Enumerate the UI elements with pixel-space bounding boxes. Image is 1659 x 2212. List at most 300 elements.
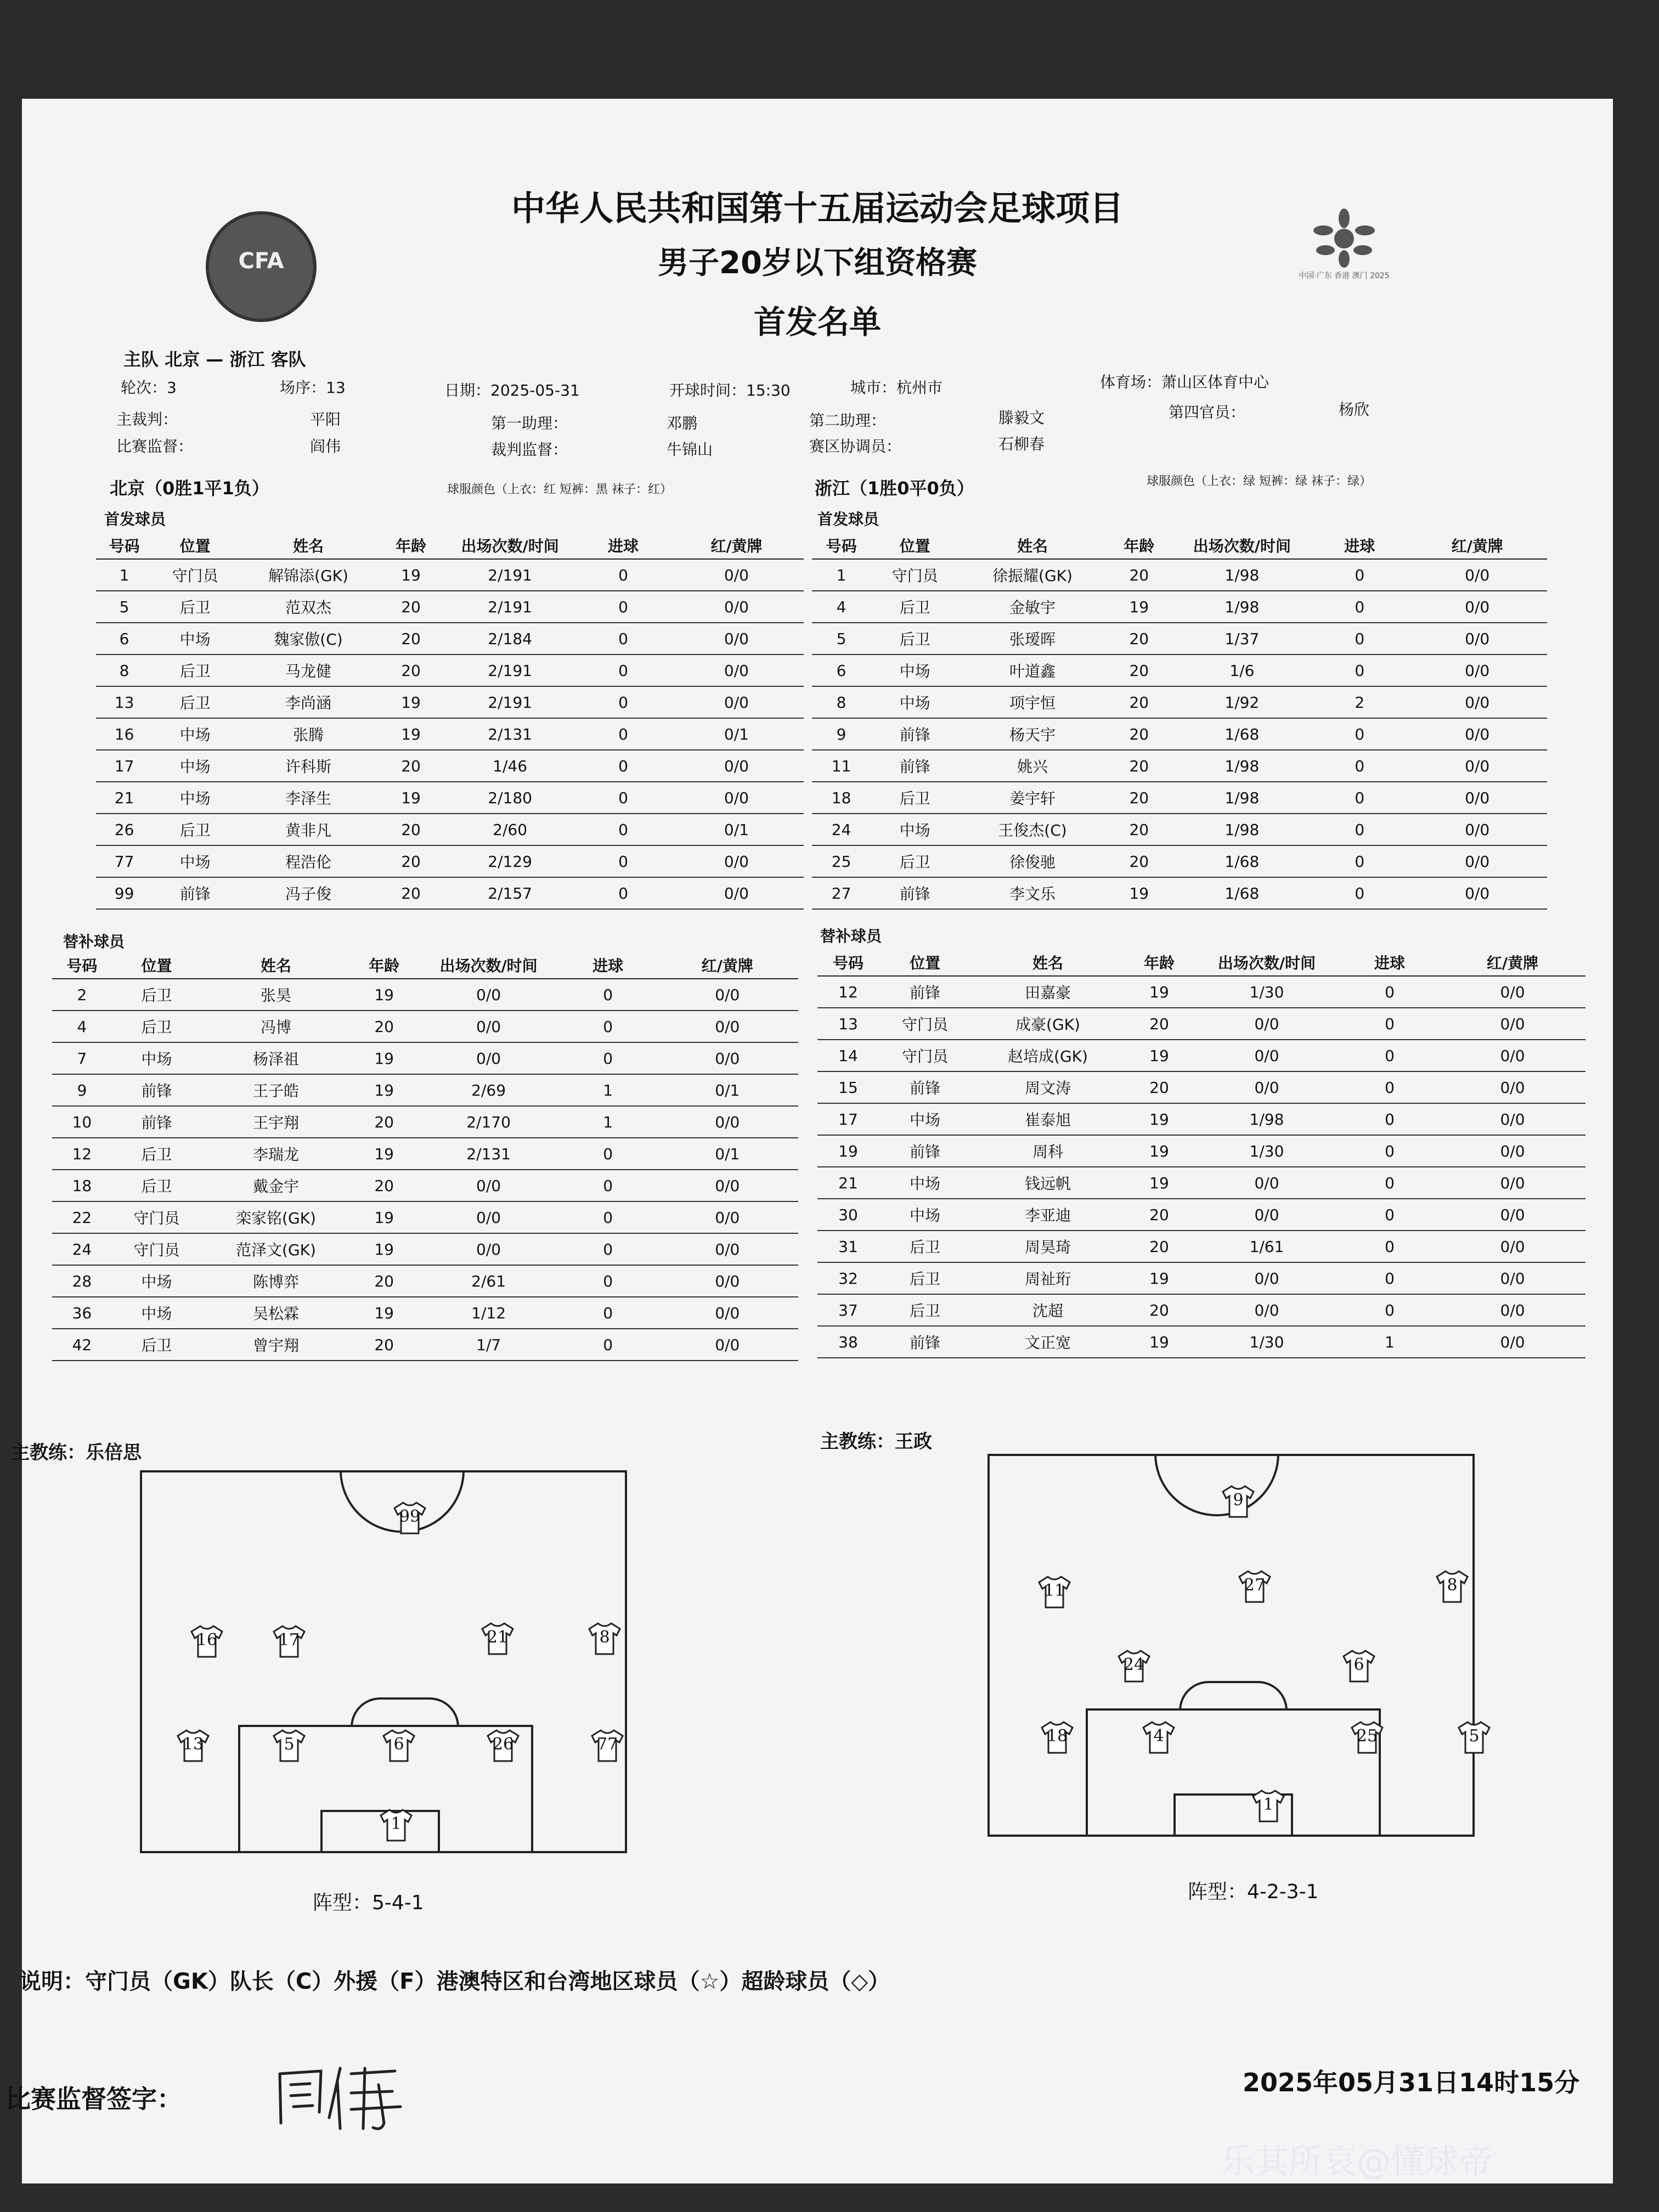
away-subs-label: 替补球员: [820, 927, 882, 945]
table-cell: 李文乐: [959, 877, 1106, 909]
table-cell: 1/6: [1172, 654, 1312, 686]
table-cell: 0: [1340, 1040, 1440, 1071]
table-cell: 17: [817, 1103, 879, 1135]
player-shirt-icon: [1435, 1569, 1470, 1604]
column-header: 姓名: [959, 532, 1106, 559]
referee-assessor: 牛锦山: [667, 441, 713, 459]
table-cell: 15: [817, 1071, 879, 1103]
home-subs-table: [52, 952, 798, 1361]
penalty-arc: [1179, 1681, 1288, 1711]
shirt-number: 1: [391, 1814, 402, 1833]
table-cell: 2/191: [443, 686, 577, 718]
table-header-row: [817, 949, 1585, 976]
table-cell: 1/98: [1172, 814, 1312, 845]
table-cell: 0/1: [657, 1074, 798, 1106]
table-cell: 0/0: [669, 559, 804, 591]
table-cell: 18: [52, 1170, 112, 1201]
table-cell: 杨天宇: [959, 718, 1106, 750]
table-cell: 0/0: [657, 1329, 798, 1361]
table-cell: 戴金宇: [201, 1170, 351, 1201]
column-header: 年龄: [379, 532, 443, 559]
fourth-official-label: 第四官员：: [1169, 403, 1246, 421]
table-cell: 20: [379, 845, 443, 877]
player-shirt-icon: [1350, 1720, 1385, 1755]
table-cell: 20: [379, 750, 443, 782]
table-cell: 后卫: [871, 845, 959, 877]
player-shirt-icon: [272, 1728, 307, 1763]
table-cell: 0: [1312, 591, 1407, 623]
table-cell: 19: [351, 1233, 417, 1265]
shirt-number: 27: [1244, 1576, 1266, 1595]
table-cell: 0/0: [417, 1011, 559, 1042]
table-cell: 6: [96, 623, 153, 654]
table-cell: 许科斯: [238, 750, 379, 782]
table-row: [96, 591, 804, 623]
table-cell: 0/0: [657, 1297, 798, 1329]
table-cell: 钱远帆: [971, 1167, 1125, 1199]
shirt-number: 26: [492, 1735, 514, 1754]
table-cell: 19: [379, 559, 443, 591]
table-row: [817, 1199, 1585, 1231]
column-header: 号码: [817, 949, 879, 976]
table-cell: 1/98: [1172, 591, 1312, 623]
player-shirt-icon: [590, 1728, 625, 1763]
table-cell: 22: [52, 1201, 112, 1233]
table-cell: 11: [812, 750, 871, 782]
table-cell: 0/0: [417, 979, 559, 1011]
table-cell: 20: [1106, 845, 1172, 877]
table-cell: 0: [1340, 1103, 1440, 1135]
table-cell: 2/131: [417, 1138, 559, 1170]
games-emblem-caption: 中国·广东 香港 澳门 2025: [1299, 272, 1390, 280]
table-cell: 20: [1106, 814, 1172, 845]
table-row: [817, 1231, 1585, 1262]
table-cell: 0/0: [1407, 718, 1547, 750]
table-header-row: [812, 532, 1547, 559]
table-cell: 20: [1125, 1008, 1194, 1040]
table-cell: 0: [560, 1201, 657, 1233]
table-row: [96, 559, 804, 591]
table-cell: 项宇恒: [959, 686, 1106, 718]
table-cell: 0/0: [657, 979, 798, 1011]
table-cell: 99: [96, 877, 153, 909]
table-cell: 32: [817, 1262, 879, 1294]
table-cell: 1/92: [1172, 686, 1312, 718]
table-cell: 前锋: [871, 877, 959, 909]
shirt-number: 99: [399, 1507, 421, 1526]
table-cell: 19: [351, 979, 417, 1011]
table-cell: 37: [817, 1294, 879, 1326]
table-cell: 0/0: [1407, 686, 1547, 718]
table-row: [812, 718, 1547, 750]
table-cell: 2/191: [443, 559, 577, 591]
table-cell: 6: [812, 654, 871, 686]
table-cell: 1/37: [1172, 623, 1312, 654]
table-cell: 0/0: [1407, 782, 1547, 814]
table-cell: 24: [52, 1233, 112, 1265]
column-header: 位置: [153, 532, 238, 559]
table-cell: 0/0: [1440, 1008, 1585, 1040]
ar1-label: 第一助理：: [491, 414, 568, 432]
table-cell: 李瑞龙: [201, 1138, 351, 1170]
table-row: [96, 782, 804, 814]
table-cell: 0/0: [657, 1201, 798, 1233]
table-cell: 后卫: [871, 591, 959, 623]
table-row: [812, 814, 1547, 845]
table-row: [52, 1297, 798, 1329]
table-cell: 崔泰旭: [971, 1103, 1125, 1135]
table-cell: 0: [577, 877, 669, 909]
column-header: 红/黄牌: [657, 952, 798, 979]
column-header: 位置: [879, 949, 971, 976]
table-cell: 2/157: [443, 877, 577, 909]
table-cell: 17: [96, 750, 153, 782]
table-cell: 后卫: [112, 1011, 201, 1042]
table-row: [96, 845, 804, 877]
table-row: [52, 1201, 798, 1233]
table-cell: 中场: [871, 814, 959, 845]
lineup-sheet: [5, 99, 1613, 2183]
table-cell: 30: [817, 1199, 879, 1231]
table-cell: 马龙健: [238, 654, 379, 686]
table-cell: 19: [1125, 1326, 1194, 1358]
table-cell: 解锦添(GK): [238, 559, 379, 591]
table-cell: 1/68: [1172, 877, 1312, 909]
ar1: 邓鹏: [667, 414, 698, 432]
table-row: [52, 1233, 798, 1265]
table-cell: 叶道鑫: [959, 654, 1106, 686]
player-shirt-icon: [1221, 1484, 1256, 1519]
table-cell: 1/46: [443, 750, 577, 782]
table-cell: 中场: [153, 623, 238, 654]
ar2-label: 第二助理：: [809, 411, 887, 430]
signed-datetime: 2025年05月31日14时15分: [1243, 2068, 1580, 2097]
table-cell: 2: [52, 979, 112, 1011]
table-cell: 2/180: [443, 782, 577, 814]
table-cell: 后卫: [112, 1329, 201, 1361]
away-kit: 球服颜色（上衣：绿 短裤：绿 袜子：绿）: [1147, 475, 1372, 488]
center-circle: [1154, 1454, 1279, 1516]
table-cell: 0: [1340, 1135, 1440, 1167]
table-cell: 27: [812, 877, 871, 909]
watermark: 乐其所哀@懂球帝: [1221, 2141, 1493, 2181]
table-cell: 2/131: [443, 718, 577, 750]
table-row: [52, 1138, 798, 1170]
table-cell: 19: [1106, 877, 1172, 909]
table-cell: 守门员: [112, 1233, 201, 1265]
table-cell: 0/0: [657, 1265, 798, 1297]
coordinator: 石柳春: [998, 435, 1045, 453]
table-cell: 19: [817, 1135, 879, 1167]
table-cell: 19: [351, 1138, 417, 1170]
home-starters-label: 首发球员: [104, 510, 166, 528]
table-cell: 1/98: [1172, 750, 1312, 782]
away-subs-table: [817, 949, 1585, 1358]
table-row: [52, 1011, 798, 1042]
table-cell: 0: [560, 1329, 657, 1361]
away-coach: 主教练：王政: [820, 1431, 932, 1453]
table-cell: 李尚涵: [238, 686, 379, 718]
player-shirt-icon: [1040, 1720, 1075, 1755]
table-cell: 18: [812, 782, 871, 814]
table-cell: 19: [351, 1074, 417, 1106]
table-cell: 0: [1312, 877, 1407, 909]
table-row: [96, 750, 804, 782]
table-cell: 0: [1340, 1008, 1440, 1040]
table-row: [96, 686, 804, 718]
table-cell: 程浩伦: [238, 845, 379, 877]
table-cell: 中场: [112, 1042, 201, 1074]
table-cell: 4: [52, 1011, 112, 1042]
table-cell: 1: [96, 559, 153, 591]
table-cell: 1/61: [1194, 1231, 1340, 1262]
table-cell: 0: [1340, 1262, 1440, 1294]
table-row: [817, 1008, 1585, 1040]
table-cell: 10: [52, 1106, 112, 1138]
table-cell: 20: [379, 591, 443, 623]
matchup: 主队 北京 — 浙江 客队: [123, 349, 306, 370]
table-cell: 李亚迪: [971, 1199, 1125, 1231]
cfa-logo-text: CFA: [238, 249, 284, 274]
table-cell: 吴松霖: [201, 1297, 351, 1329]
table-cell: 范泽文(GK): [201, 1233, 351, 1265]
table-cell: 0/0: [1407, 814, 1547, 845]
column-header: 出场次数/时间: [1172, 532, 1312, 559]
table-cell: 14: [817, 1040, 879, 1071]
table-cell: 0/0: [1440, 1040, 1585, 1071]
shirt-number: 6: [1353, 1655, 1364, 1674]
table-row: [812, 845, 1547, 877]
kickoff-time: 开球时间：15:30: [669, 381, 791, 399]
column-header: 进球: [1340, 949, 1440, 976]
signature-label: 比赛监督签字：: [5, 2084, 182, 2114]
table-cell: 19: [1125, 1103, 1194, 1135]
column-header: 年龄: [1106, 532, 1172, 559]
table-cell: 13: [817, 1008, 879, 1040]
table-cell: 7: [52, 1042, 112, 1074]
table-row: [812, 654, 1547, 686]
table-cell: 后卫: [153, 591, 238, 623]
table-cell: 19: [379, 782, 443, 814]
column-header: 姓名: [201, 952, 351, 979]
table-cell: 0: [560, 1042, 657, 1074]
table-cell: 25: [812, 845, 871, 877]
table-cell: 1/98: [1172, 782, 1312, 814]
player-shirt-icon: [381, 1728, 416, 1763]
column-header: 红/黄牌: [1440, 949, 1585, 976]
table-cell: 0/1: [669, 814, 804, 845]
table-cell: 0/0: [669, 654, 804, 686]
table-row: [817, 976, 1585, 1008]
table-cell: 21: [96, 782, 153, 814]
table-cell: 0: [1340, 976, 1440, 1008]
shirt-number: 5: [284, 1735, 295, 1754]
table-cell: 20: [1125, 1231, 1194, 1262]
table-cell: 张瑷晖: [959, 623, 1106, 654]
player-shirt-icon: [486, 1728, 521, 1763]
table-row: [96, 623, 804, 654]
table-row: [817, 1040, 1585, 1071]
table-cell: 中场: [112, 1265, 201, 1297]
column-header: 进球: [1312, 532, 1407, 559]
table-cell: 王宇翔: [201, 1106, 351, 1138]
home-starters-table: [96, 532, 804, 910]
table-cell: 0: [1312, 718, 1407, 750]
table-cell: 0/0: [1440, 1294, 1585, 1326]
table-cell: 36: [52, 1297, 112, 1329]
table-cell: 中场: [879, 1103, 971, 1135]
table-row: [52, 1042, 798, 1074]
table-row: [817, 1326, 1585, 1358]
column-header: 年龄: [351, 952, 417, 979]
table-cell: 20: [1106, 686, 1172, 718]
table-cell: 后卫: [112, 1138, 201, 1170]
table-cell: 后卫: [153, 686, 238, 718]
table-cell: 20: [379, 877, 443, 909]
table-cell: 0: [577, 686, 669, 718]
table-cell: 周昊琦: [971, 1231, 1125, 1262]
table-cell: 19: [1125, 1167, 1194, 1199]
table-row: [817, 1071, 1585, 1103]
table-cell: 0/0: [417, 1201, 559, 1233]
table-cell: 赵培成(GK): [971, 1040, 1125, 1071]
table-cell: 周科: [971, 1135, 1125, 1167]
table-cell: 后卫: [112, 1170, 201, 1201]
table-cell: 0: [1312, 845, 1407, 877]
table-cell: 周祉珩: [971, 1262, 1125, 1294]
table-cell: 前锋: [153, 877, 238, 909]
table-cell: 后卫: [153, 654, 238, 686]
table-cell: 0/0: [657, 1011, 798, 1042]
table-cell: 0: [560, 979, 657, 1011]
column-header: 出场次数/时间: [1194, 949, 1340, 976]
column-header: 红/黄牌: [669, 532, 804, 559]
shirt-number: 16: [196, 1630, 218, 1650]
home-team: 北京（0胜1平1负）: [110, 478, 269, 499]
table-cell: 后卫: [879, 1231, 971, 1262]
table-cell: 中场: [153, 718, 238, 750]
shirt-number: 9: [1233, 1491, 1244, 1510]
table-header-row: [96, 532, 804, 559]
table-cell: 19: [1106, 591, 1172, 623]
table-cell: 徐俊驰: [959, 845, 1106, 877]
table-cell: 守门员: [112, 1201, 201, 1233]
player-shirt-icon: [1457, 1720, 1492, 1755]
table-cell: 张昊: [201, 979, 351, 1011]
column-header: 出场次数/时间: [417, 952, 559, 979]
table-cell: 0/1: [657, 1138, 798, 1170]
table-cell: 守门员: [879, 1040, 971, 1071]
table-cell: 0/0: [669, 750, 804, 782]
table-cell: 12: [817, 976, 879, 1008]
table-cell: 1: [1340, 1326, 1440, 1358]
table-cell: 0: [577, 654, 669, 686]
table-cell: 1/7: [417, 1329, 559, 1361]
table-cell: 王子皓: [201, 1074, 351, 1106]
table-cell: 0/0: [1440, 1071, 1585, 1103]
table-cell: 0/0: [669, 782, 804, 814]
away-team: 浙江（1胜0平0负）: [815, 478, 974, 499]
table-cell: 0: [577, 814, 669, 845]
table-row: [817, 1262, 1585, 1294]
table-cell: 2/184: [443, 623, 577, 654]
table-cell: 19: [1125, 1262, 1194, 1294]
table-cell: 0: [560, 1011, 657, 1042]
player-shirt-icon: [272, 1624, 307, 1659]
table-cell: 守门员: [871, 559, 959, 591]
table-cell: 0/0: [1407, 591, 1547, 623]
shirt-number: 1: [1263, 1795, 1274, 1814]
table-cell: 文正宽: [971, 1326, 1125, 1358]
table-cell: 0/0: [1194, 1167, 1340, 1199]
table-row: [812, 750, 1547, 782]
table-cell: 0/0: [417, 1170, 559, 1201]
table-cell: 20: [351, 1329, 417, 1361]
coordinator-label: 赛区协调员：: [809, 437, 902, 455]
table-cell: 2/170: [417, 1106, 559, 1138]
table-cell: 陈博弈: [201, 1265, 351, 1297]
table-cell: 0: [577, 591, 669, 623]
table-row: [812, 591, 1547, 623]
table-cell: 曾宇翔: [201, 1329, 351, 1361]
table-cell: 0/0: [1440, 1199, 1585, 1231]
table-cell: 0: [1312, 559, 1407, 591]
table-cell: 张腾: [238, 718, 379, 750]
table-cell: 杨泽祖: [201, 1042, 351, 1074]
table-cell: 19: [1125, 1135, 1194, 1167]
referee: 平阳: [310, 410, 341, 428]
table-cell: 中场: [153, 845, 238, 877]
table-cell: 0/0: [669, 623, 804, 654]
table-cell: 0/0: [1407, 750, 1547, 782]
table-cell: 0/0: [1440, 1231, 1585, 1262]
player-shirt-icon: [480, 1621, 515, 1656]
table-cell: 0: [1312, 814, 1407, 845]
table-cell: 0: [1340, 1167, 1440, 1199]
table-cell: 0: [1312, 782, 1407, 814]
away-formation: 阵型：4-2-3-1: [1188, 1881, 1319, 1903]
column-header: 进球: [577, 532, 669, 559]
table-cell: 31: [817, 1231, 879, 1262]
table-cell: 1/30: [1194, 1326, 1340, 1358]
table-row: [96, 654, 804, 686]
referee-assessor-label: 裁判监督：: [491, 441, 568, 459]
player-shirt-icon: [189, 1624, 224, 1659]
table-cell: 0/0: [657, 1233, 798, 1265]
penalty-arc: [351, 1697, 459, 1727]
table-cell: 姚兴: [959, 750, 1106, 782]
player-shirt-icon: [1037, 1575, 1072, 1610]
shirt-number: 4: [1153, 1726, 1164, 1746]
table-cell: 守门员: [879, 1008, 971, 1040]
table-cell: 田嘉豪: [971, 976, 1125, 1008]
table-cell: 前锋: [879, 976, 971, 1008]
table-cell: 1/98: [1194, 1103, 1340, 1135]
table-row: [52, 979, 798, 1011]
column-header: 年龄: [1125, 949, 1194, 976]
table-cell: 0/0: [669, 845, 804, 877]
table-row: [812, 559, 1547, 591]
table-cell: 20: [351, 1011, 417, 1042]
table-cell: 0: [577, 782, 669, 814]
table-cell: 前锋: [112, 1106, 201, 1138]
table-cell: 0/0: [1407, 654, 1547, 686]
table-row: [812, 877, 1547, 909]
shirt-number: 25: [1356, 1726, 1378, 1746]
table-row: [817, 1103, 1585, 1135]
fourth-official: 杨欣: [1339, 400, 1370, 419]
table-cell: 0: [1340, 1071, 1440, 1103]
